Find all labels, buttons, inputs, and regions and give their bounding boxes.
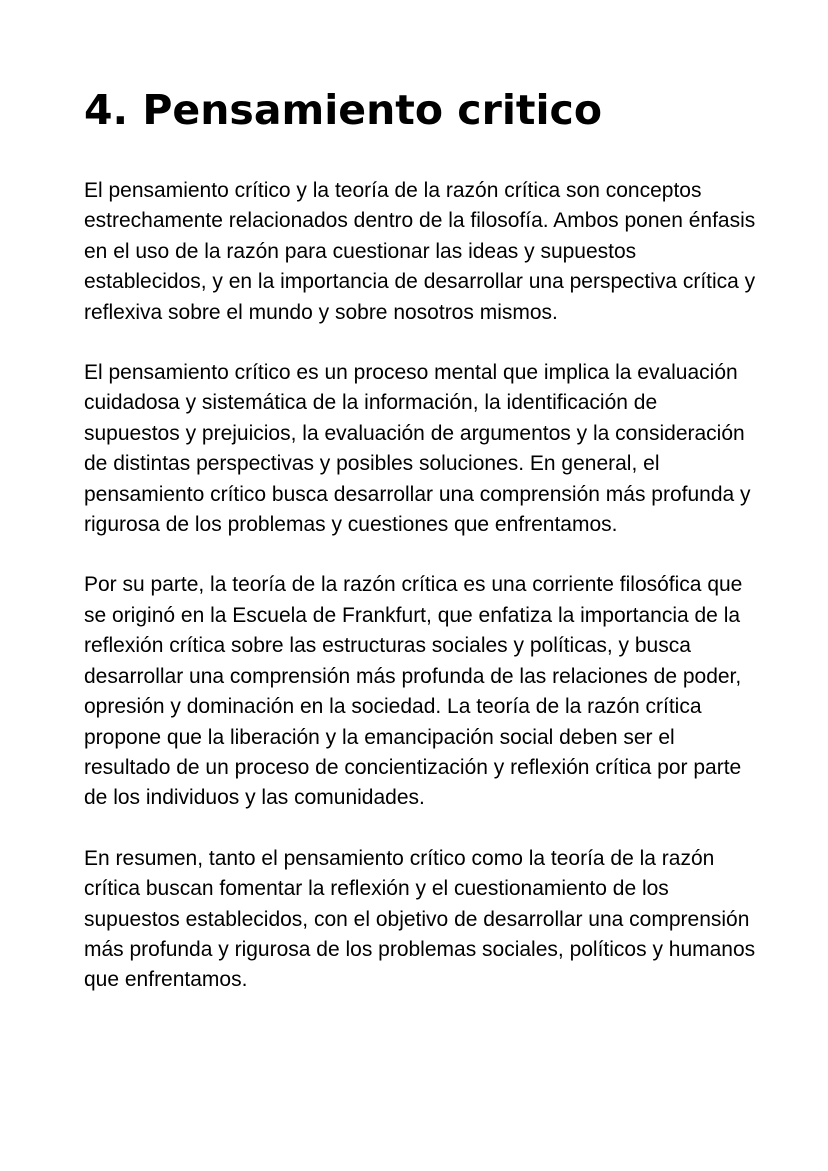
document-page xyxy=(84,78,756,996)
document-body xyxy=(84,176,756,996)
paragraph-razon-critica: Por su parte, la teoría de la razón crítica es una corriente filosófica que se originó en la Escuela de Frankfurt, que enfatiza la importancia de la reflexión crítica sobre las estructuras sociales y políticas, y busca desarrollar una comprensión más profunda de las relaciones de poder, opresión y dominación en la sociedad. La teoría de la razón crítica propone que la liberación y la emancipación social deben ser el resultado de un proceso de concientización y reflexión crítica por parte de los individuos y las comunidades. xyxy=(84,573,743,810)
paragraph-intro: El pensamiento crítico y la teoría de la razón crítica son conceptos estrechamente relacionados dentro de la filosofía. Ambos ponen énfasis en el uso de la razón para cuestionar las ideas y supuestos establecidos, y en la importancia de desarrollar una perspectiva crítica y reflexiva sobre el mundo y sobre nosotros mismos. xyxy=(84,179,756,324)
paragraph-resumen: En resumen, tanto el pensamiento crítico como la teoría de la razón crítica buscan fomentar la reflexión y el cuestionamiento de los supuestos establecidos, con el objetivo de desarrollar una comprensión más profunda y rigurosa de los problemas sociales, políticos y humanos que enfrentamos. xyxy=(84,846,756,992)
paragraph-pensamiento-critico: El pensamiento crítico es un proceso mental que implica la evaluación cuidadosa y sistemática de la información, la identificación de supuestos y prejuicios, la evaluación de argumentos y la consideración de distintas perspectivas y posibles soluciones. En general, el pensamiento crítico busca desarrollar una comprensión más profunda y rigurosa de los problemas y cuestiones que enfrentamos. xyxy=(84,361,751,537)
page-title: 4. Pensamiento critico xyxy=(84,86,603,134)
